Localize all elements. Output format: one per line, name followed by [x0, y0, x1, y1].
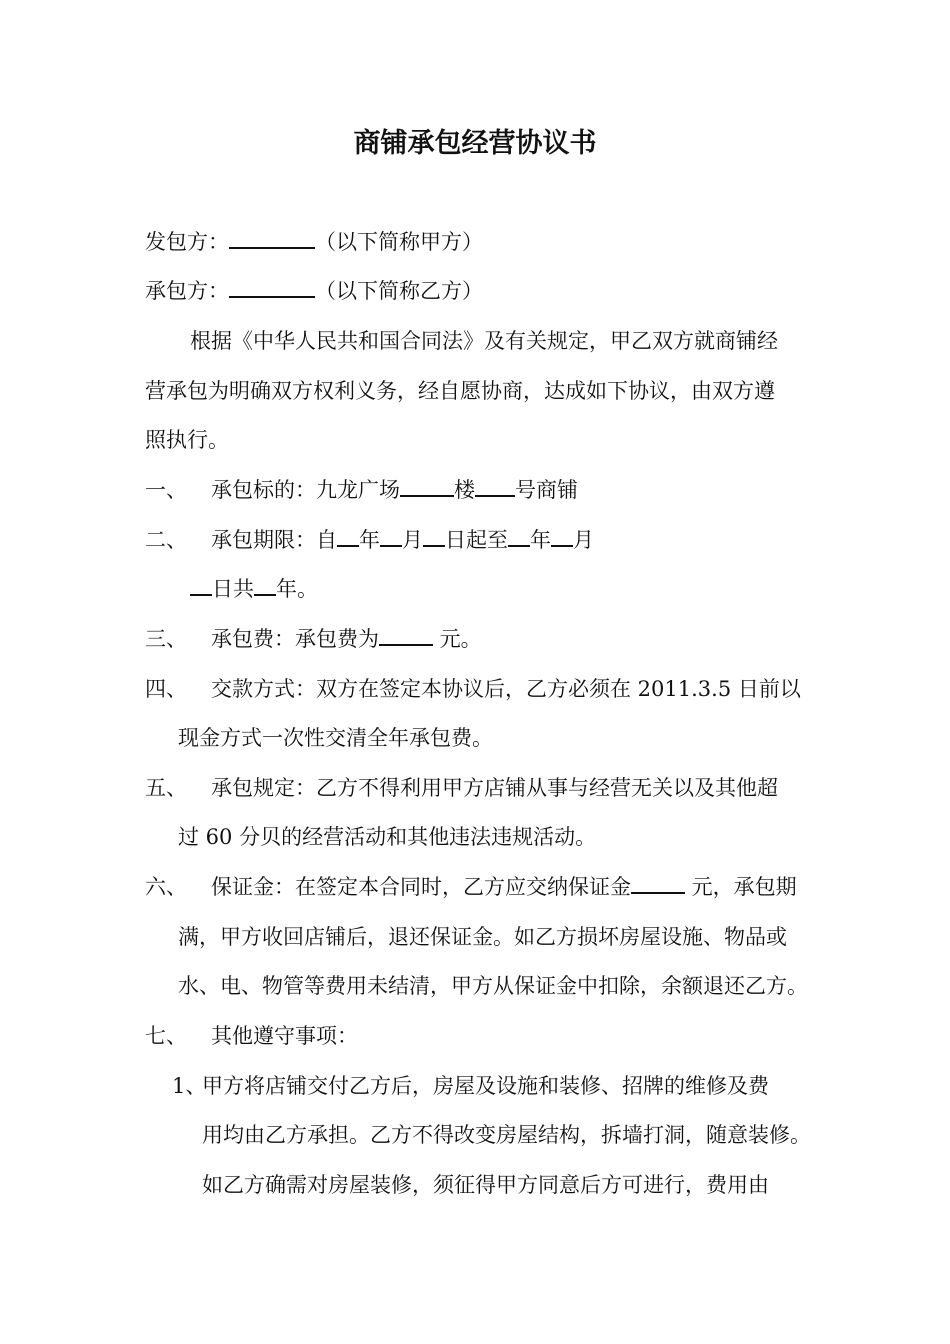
end-day-blank — [190, 576, 212, 596]
clause-4-number: 四、 — [145, 677, 187, 701]
clause-1 — [0, 475, 950, 505]
item-1-number: 1、 — [172, 1074, 207, 1098]
clause-6 — [0, 872, 950, 902]
clause-4-text-a: 交款方式：双方在签定本协议后，乙方必须在 2011.3.5 日前以 — [211, 677, 801, 701]
floor-blank — [400, 477, 454, 497]
clause-1-number: 一、 — [145, 478, 187, 502]
start-year-blank — [337, 527, 359, 547]
party-a-line — [0, 227, 950, 257]
fee-blank — [379, 626, 433, 646]
end-month-blank — [551, 527, 573, 547]
clause-4-continued: 现金方式一次性交清全年承包费。 — [178, 726, 493, 750]
party-b-label: 承包方： — [145, 279, 229, 303]
shop-number-blank — [475, 477, 515, 497]
party-a-blank — [229, 229, 315, 249]
start-day-blank — [423, 527, 445, 547]
item-1-text-a: 甲方将店铺交付乙方后，房屋及设施和装修、招牌的维修及费 — [202, 1074, 769, 1098]
clause-2-text-b: 年 — [359, 528, 380, 552]
clause-5-number: 五、 — [145, 776, 187, 800]
clause-6-number: 六、 — [145, 875, 187, 899]
item-1-continued-1: 用均由乙方承担。乙方不得改变房屋结构，拆墙打洞，随意装修。 — [202, 1123, 811, 1147]
clause-6-continued-1: 满，甲方收回店铺后，退还保证金。如乙方损坏房屋设施、物品或 — [178, 925, 787, 949]
clause-7 — [0, 1021, 950, 1051]
clause-2-number: 二、 — [145, 528, 187, 552]
clause-1-text-b: 楼 — [454, 478, 475, 502]
clause-2 — [0, 525, 950, 555]
intro-line-1: 根据《中华人民共和国合同法》及有关规定，甲乙双方就商铺经 — [190, 329, 778, 353]
clause-2-text-f: 月 — [573, 528, 594, 552]
clause-2-text-e: 年 — [530, 528, 551, 552]
start-month-blank — [380, 527, 402, 547]
clause-2-continued — [0, 574, 950, 604]
party-a-note: （以下简称甲方） — [315, 230, 483, 254]
clause-4 — [0, 674, 950, 704]
clause-3 — [0, 624, 950, 654]
total-years-blank — [254, 576, 276, 596]
party-b-blank — [229, 278, 315, 298]
item-1-continued-2: 如乙方确需对房屋装修，须征得甲方同意后方可进行，费用由 — [202, 1173, 769, 1197]
party-b-note: （以下简称乙方） — [315, 279, 483, 303]
clause-6-text-b: 元，承包期 — [685, 875, 797, 899]
clause-6-continued-2: 水、电、物管等费用未结清，甲方从保证金中扣除，余额退还乙方。 — [178, 974, 808, 998]
clause-6-text-a: 保证金：在签定本合同时，乙方应交纳保证金 — [211, 875, 631, 899]
clause-2-text-c: 月 — [402, 528, 423, 552]
clause-5-continued: 过 60 分贝的经营活动和其他违法违规活动。 — [178, 825, 597, 849]
clause-1-text-a: 承包标的：九龙广场 — [211, 478, 400, 502]
clause-7-text-a: 其他遵守事项： — [211, 1024, 358, 1048]
deposit-blank — [631, 874, 685, 894]
clause-2-text-d: 日起至 — [445, 528, 508, 552]
clause-2-text-h: 年。 — [276, 577, 318, 601]
clause-2-text-a: 承包期限：自 — [211, 528, 337, 552]
clause-3-text-a: 承包费：承包费为 — [211, 627, 379, 651]
clause-5 — [0, 773, 950, 803]
item-1 — [0, 1071, 950, 1101]
clause-1-text-c: 号商铺 — [515, 478, 578, 502]
party-b-line — [0, 276, 950, 306]
party-a-label: 发包方： — [145, 230, 229, 254]
clause-3-number: 三、 — [145, 627, 187, 651]
intro-line-3: 照执行。 — [145, 428, 229, 452]
clause-2-text-g: 日共 — [212, 577, 254, 601]
clause-7-number: 七、 — [145, 1024, 187, 1048]
intro-line-2: 营承包为明确双方权利义务，经自愿协商，达成如下协议，由双方遵 — [145, 379, 775, 403]
clause-3-text-b: 元。 — [433, 627, 482, 651]
end-year-blank — [508, 527, 530, 547]
document-title: 商铺承包经营协议书 — [353, 128, 597, 159]
clause-5-text-a: 承包规定：乙方不得利用甲方店铺从事与经营无关以及其他超 — [211, 776, 778, 800]
